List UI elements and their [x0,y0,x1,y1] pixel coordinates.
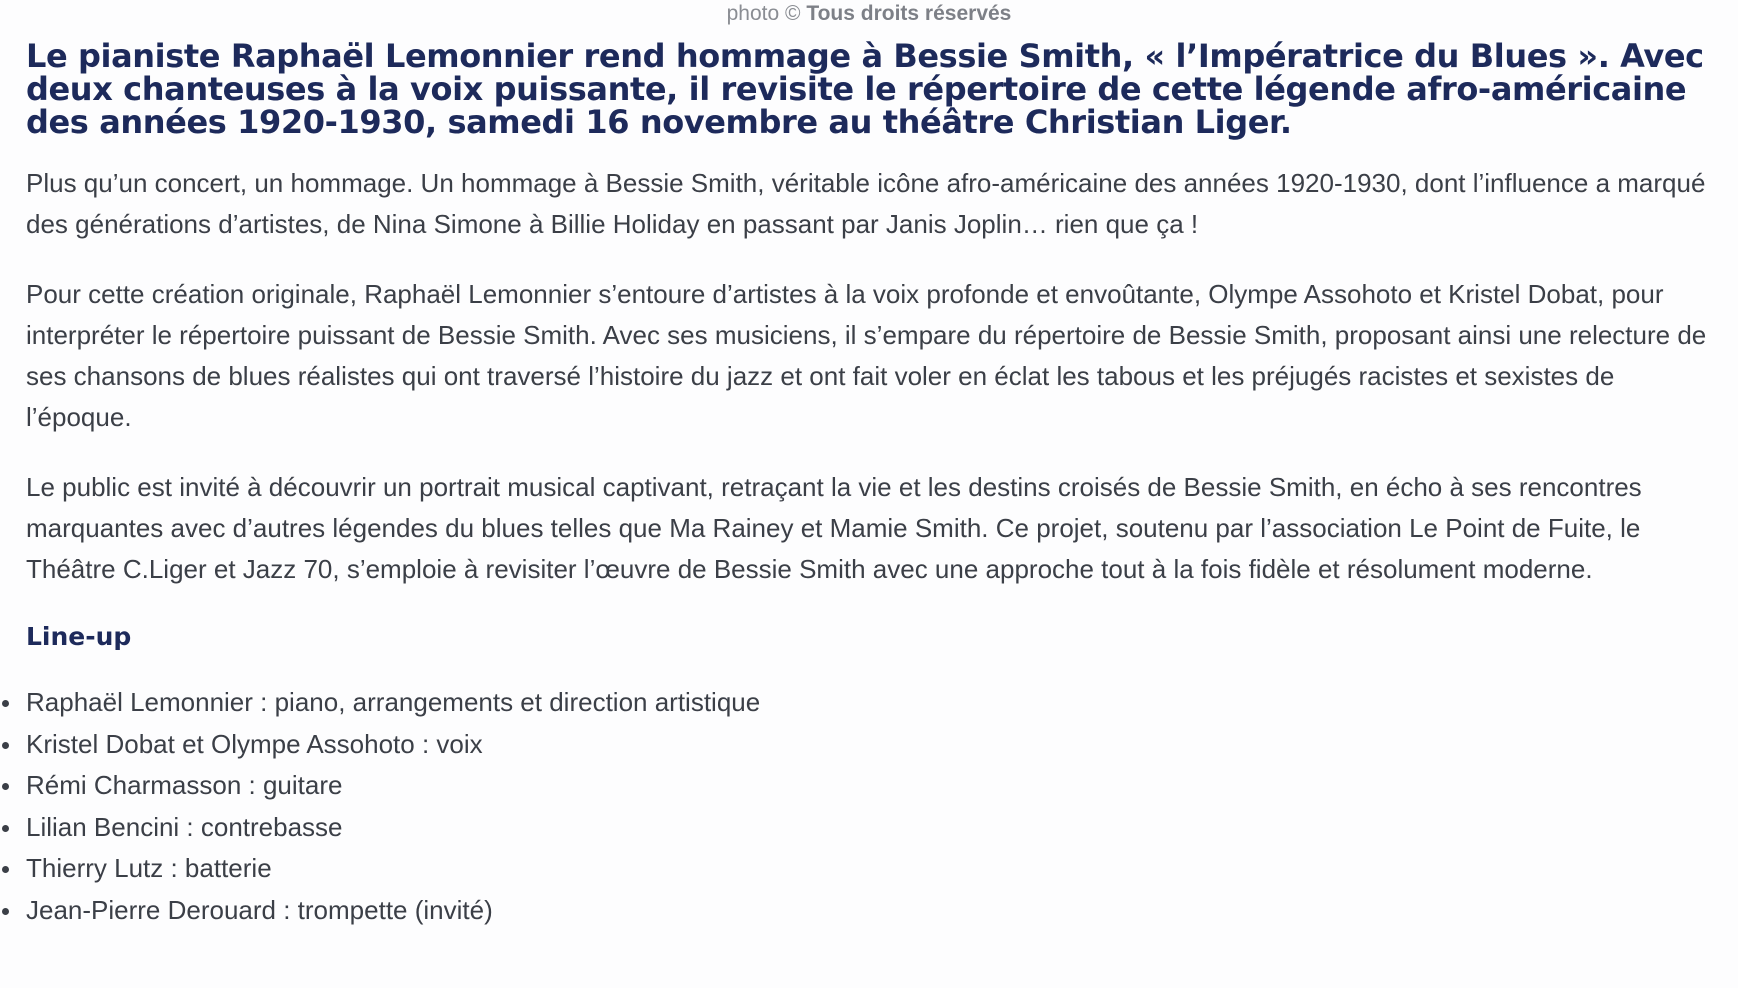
lineup-item-text: Lilian Bencini : contrebasse [26,811,343,842]
article-body [26,37,1726,931]
article-paragraph: Plus qu’un concert, un hommage. Un hommage à Bessie Smith, véritable icône afro-américaine des années 1920-1930, dont l’influence a marqué des générations d’artistes, de Nina Simone à Billie Holiday en passant par Janis Joplin… rien que ça ! [26,168,1706,239]
lineup-item-text: Rémi Charmasson : guitare [26,770,343,800]
bullet-icon [2,866,9,873]
photo-credit [0,0,1738,28]
photo-credit-owner: Tous droits réservés [806,2,1012,25]
article-paragraph: Pour cette création originale, Raphaël Lemonnier s’entoure d’artistes à la voix profonde et envoûtante, Olympe Assohoto et Kristel Dobat, pour interpréter le répertoire puissant de Bessie Smith. Avec ses musiciens, il s’empare du répertoire de Bessie Smith, proposant ainsi une relecture de ses chansons de blues réalistes qui ont traversé l’histoire du jazz et ont fait voler en éclat les tabous et les préjugés racistes et sexistes de l’époque. [26,279,1707,432]
bullet-icon [2,700,9,707]
photo-credit-prefix: photo © [726,2,807,25]
lineup-item [26,848,1726,890]
lineup-item-text: Thierry Lutz : batterie [26,853,272,883]
bullet-icon [2,825,9,832]
lineup-item [26,724,1726,766]
bullet-icon [2,908,9,915]
lineup-item-text: Jean-Pierre Derouard : trompette (invité) [26,894,493,925]
lineup-item-text: Raphaël Lemonnier : piano, arrangements et direction artistique [26,687,761,717]
lineup-heading: Line-up [26,622,132,651]
article-lead: Le pianiste Raphaël Lemonnier rend hommage à Bessie Smith, « l’Impératrice du Blues ». Avec deux chanteuses à la voix puissante, il revisite le répertoire de cette légende afro-américaine des années 1920-1930, samedi 16 novembre au théâtre Christian Liger. [26,37,1704,141]
lineup-item [26,890,1726,932]
bullet-icon [2,742,9,749]
lineup-item [26,807,1726,849]
lineup-item-text: Kristel Dobat et Olympe Assohoto : voix [26,728,483,759]
lineup-list [26,682,1726,931]
bullet-icon [2,783,9,790]
lineup-item [26,765,1726,807]
lineup-item [26,682,1726,724]
article-paragraph: Le public est invité à découvrir un portrait musical captivant, retraçant la vie et les destins croisés de Bessie Smith, en écho à ses rencontres marquantes avec d’autres légendes du blues telles que Ma Rainey et Mamie Smith. Ce projet, soutenu par l’association Le Point de Fuite, le Théâtre C.Liger et Jazz 70, s’emploie à revisiter l’œuvre de Bessie Smith avec une approche tout à la fois fidèle et résolument moderne. [26,472,1642,584]
